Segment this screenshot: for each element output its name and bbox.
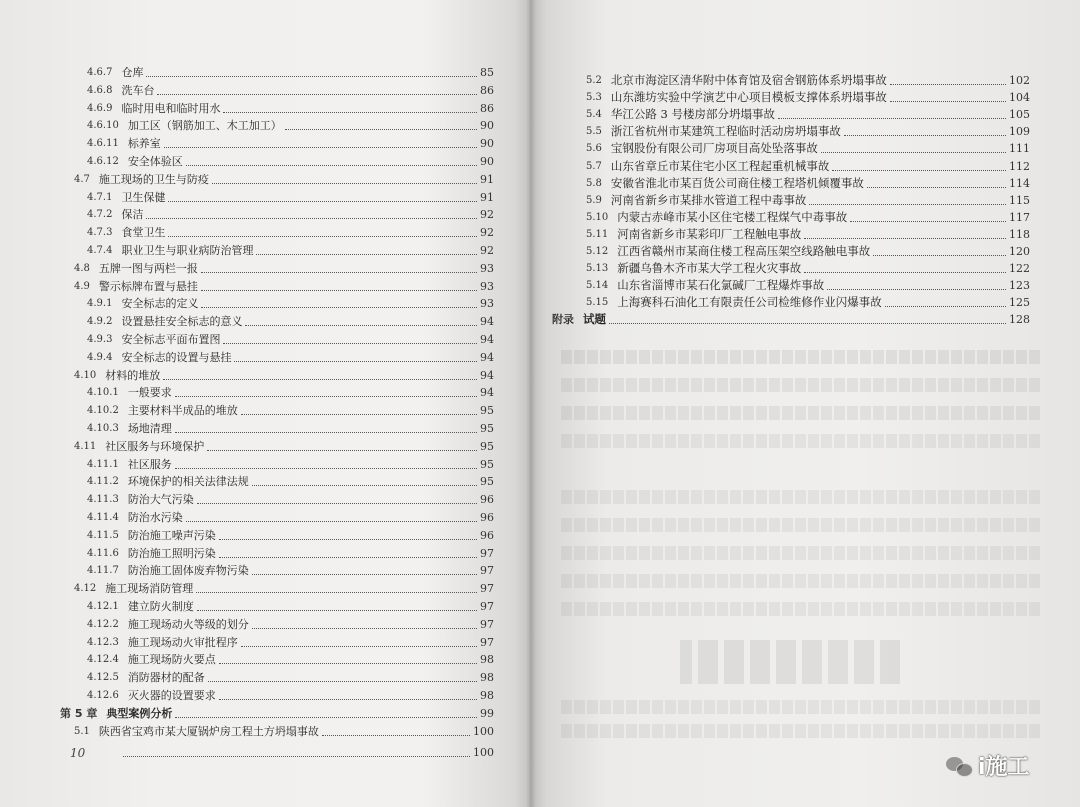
toc-entry-title: 山东省章丘市某住宅小区工程起重机械事故 [610, 158, 830, 173]
dot-leader [223, 343, 477, 344]
toc-entry-title: 陕西省宝鸡市某大厦锅炉房工程土方坍塌事故 [98, 724, 319, 738]
toc-entry-number: 4.6.9 [87, 102, 113, 114]
toc-entry [87, 295, 494, 312]
toc-entry-title: 防治施工固体废弃物污染 [127, 564, 249, 578]
toc-entry-page: 97 [480, 617, 494, 631]
toc-entry-page: 95 [480, 439, 494, 453]
toc-entry-title: 上海赛科石油化工有限责任公司检维修作业闪爆事故 [617, 295, 882, 310]
toc-entry-number: 4.12.2 [87, 618, 119, 630]
toc-entry-page: 94 [480, 368, 494, 382]
toc-right [530, 0, 1080, 807]
dot-leader [241, 414, 477, 415]
toc-entry [87, 634, 494, 651]
show-through-lines [560, 518, 1040, 532]
dot-leader [207, 450, 477, 451]
toc-entry-page: 118 [1009, 227, 1030, 241]
toc-entry-number: 5.13 [586, 263, 609, 275]
toc-entry [87, 82, 494, 99]
toc-entry-number: 第 5 章 [60, 706, 98, 720]
toc-entry-number: 4.9.1 [87, 298, 113, 310]
dot-leader [208, 681, 477, 682]
toc-entry-page: 91 [480, 172, 494, 186]
toc-entry-title: 五牌一图与两栏一报 [98, 261, 198, 275]
toc-entry-page: 96 [480, 528, 494, 542]
toc-entry-title: 材料的堆放 [105, 368, 161, 382]
toc-entry [87, 598, 494, 615]
toc-entry [87, 331, 494, 348]
toc-entry-title: 河南省新乡市某排水管道工程中毒事故 [610, 192, 807, 207]
toc-entry-number: 4.6.12 [87, 156, 119, 167]
book-gutter [526, 0, 536, 807]
dot-leader [245, 325, 477, 326]
toc-entry-number: 5.9 [586, 194, 602, 206]
dot-leader [609, 323, 1006, 324]
page-folio: 10 [70, 746, 86, 760]
dot-leader [873, 255, 1006, 256]
toc-entry-page: 102 [1009, 74, 1030, 87]
toc-entry-page: 111 [1009, 142, 1030, 156]
toc-entry-title: 河南省新乡市某彩印厂工程触电事故 [617, 226, 802, 241]
dot-leader [175, 468, 477, 469]
show-through-lines [560, 546, 1040, 560]
toc-entry [87, 153, 494, 170]
toc-entry [87, 206, 494, 223]
toc-entry-page: 97 [480, 564, 494, 578]
dot-leader [252, 485, 477, 486]
toc-entry-title: 防治施工噪声污染 [127, 528, 216, 542]
dot-leader [234, 361, 477, 362]
toc-entry-title: 洗车台 [121, 83, 155, 97]
toc-entry-page: 104 [1009, 91, 1030, 105]
toc-entry-number: 4.9 [74, 280, 90, 292]
toc-entry-page: 90 [480, 155, 494, 168]
toc-entry [87, 456, 494, 473]
dot-leader [252, 628, 477, 629]
toc-entry [87, 562, 494, 579]
toc-entry-title: 保洁 [121, 208, 144, 222]
toc-entry-number: 4.7.1 [87, 191, 113, 203]
dot-leader [867, 187, 1006, 188]
toc-left [0, 0, 530, 807]
toc-entry-page: 125 [1009, 296, 1030, 310]
show-through-lines [560, 602, 1040, 616]
toc-entry [586, 158, 1030, 175]
dot-leader [197, 610, 477, 611]
dot-leader [252, 574, 477, 575]
toc-entry-title: 社区服务 [127, 457, 172, 471]
toc-entry-page: 122 [1009, 262, 1030, 276]
toc-entry [552, 311, 1030, 328]
toc-entry-title: 社区服务与环境保护 [105, 439, 205, 453]
toc-entry-number: 4.10.1 [87, 387, 119, 399]
toc-entry-number: 4.6.10 [87, 120, 119, 132]
toc-entry-number: 4.10.3 [87, 423, 119, 434]
toc-entry-page: 98 [480, 671, 494, 685]
toc-entry-title: 仓库 [121, 66, 144, 79]
show-through-lines [560, 574, 1040, 588]
toc-entry-number: 5.5 [586, 126, 602, 138]
dot-leader [196, 592, 477, 593]
dot-leader [201, 290, 477, 291]
toc-entry-number: 5.2 [586, 75, 602, 86]
toc-entry [87, 491, 494, 508]
toc-entry-title: 安徽省淮北市某百货公司商住楼工程塔机倾覆事故 [610, 175, 864, 190]
toc-entry-page: 90 [480, 119, 494, 133]
toc-entry-page: 97 [480, 635, 494, 649]
toc-entry-page: 115 [1009, 193, 1030, 207]
toc-entry [87, 651, 494, 668]
toc-entry-number: 4.11.2 [87, 476, 119, 488]
toc-entry-page: 96 [480, 493, 494, 507]
dot-leader [186, 521, 477, 522]
toc-entry [586, 175, 1030, 192]
toc-entry-number: 5.4 [586, 109, 602, 121]
toc-entry [74, 438, 494, 455]
toc-entry [87, 473, 494, 490]
toc-entry [87, 100, 494, 117]
dot-leader [844, 135, 1006, 136]
toc-entry [87, 189, 494, 206]
dot-leader [890, 84, 1006, 85]
dot-leader [890, 101, 1006, 102]
dot-leader [809, 204, 1006, 205]
toc-entry-title: 加工区（钢筋加工、木工加工） [127, 119, 282, 133]
toc-entry-number: 4.11.3 [87, 494, 119, 506]
toc-entry [586, 260, 1030, 277]
dot-leader [123, 756, 470, 757]
toc-entry-number: 5.12 [586, 246, 609, 257]
toc-entry [87, 313, 494, 330]
toc-entry [87, 669, 494, 686]
toc-entry-page: 95 [480, 404, 494, 418]
toc-entry-title: 防治施工照明污染 [127, 546, 216, 560]
dot-leader [219, 663, 477, 664]
dot-leader [223, 112, 477, 113]
right-page [530, 0, 1080, 807]
dot-leader [241, 646, 477, 647]
toc-entry-number: 4.11.1 [87, 458, 119, 470]
toc-entry-number: 4.7.4 [87, 245, 113, 256]
toc-entry-title: 职业卫生与职业病防治管理 [121, 244, 254, 257]
toc-entry [87, 527, 494, 544]
toc-entry-page: 98 [480, 653, 494, 667]
toc-entry-page: 117 [1009, 210, 1030, 224]
toc-entry-number: 4.9.4 [87, 351, 113, 363]
toc-entry-title: 设置悬挂安全标志的意义 [121, 315, 243, 329]
toc-entry [60, 705, 494, 722]
toc-entry [586, 209, 1030, 226]
toc-entry [586, 277, 1030, 294]
toc-entry-title: 安全标志的定义 [121, 297, 199, 311]
toc-entry-page: 99 [480, 706, 494, 720]
dot-leader [219, 699, 477, 700]
dot-leader [804, 272, 1006, 273]
dot-leader [146, 76, 477, 77]
toc-entry [87, 135, 494, 152]
dot-leader [256, 254, 477, 255]
toc-entry-page: 97 [480, 582, 494, 596]
toc-entry-page: 92 [480, 244, 494, 257]
toc-entry-title: 施工现场消防管理 [105, 582, 194, 596]
toc-entry-title: 卫生保健 [121, 190, 166, 204]
dot-leader [197, 503, 477, 504]
toc-entry [586, 192, 1030, 209]
toc-entry-number: 4.6.11 [87, 138, 119, 150]
toc-entry-number: 5.7 [586, 160, 602, 172]
left-page [0, 0, 530, 807]
toc-entry-page: 109 [1009, 125, 1030, 139]
toc-entry-page: 100 [473, 746, 494, 759]
toc-entry-title: 山东潍坊实验中学演艺中心项目模板支撑体系坍塌事故 [610, 90, 887, 105]
toc-entry-page: 128 [1009, 313, 1030, 327]
toc-entry-title: 施工现场动火审批程序 [127, 635, 238, 649]
dot-leader [322, 735, 470, 736]
toc-entry-number: 4.9.2 [87, 316, 113, 328]
dot-leader [212, 183, 477, 184]
toc-entry-page: 93 [480, 297, 494, 311]
toc-entry-title: 浙江省杭州市某建筑工程临时活动房坍塌事故 [610, 124, 841, 139]
toc-entry [586, 294, 1030, 311]
show-through-lines [560, 724, 1040, 738]
dot-leader [219, 539, 477, 540]
dot-leader [175, 396, 477, 397]
toc-entry-page: 92 [480, 208, 494, 222]
toc-entry [87, 64, 494, 81]
dot-leader [146, 218, 477, 219]
toc-entry-number: 4.11.6 [87, 547, 119, 559]
toc-entry-title: 施工现场动火等级的划分 [127, 617, 249, 631]
dot-leader [164, 147, 477, 148]
dot-leader [285, 129, 477, 130]
toc-entry-title: 防治大气污染 [127, 493, 194, 507]
toc-entry-number: 4.6.7 [87, 67, 113, 78]
toc-entry-page: 97 [480, 600, 494, 613]
watermark [946, 750, 1030, 781]
toc-entry [87, 509, 494, 526]
toc-entry-title: 场地清理 [127, 422, 172, 435]
toc-entry-title: 施工现场的卫生与防疫 [98, 172, 209, 186]
toc-entry-title: 安全体验区 [127, 155, 183, 168]
dot-leader [186, 165, 477, 166]
toc-entry-page: 85 [480, 66, 494, 79]
toc-entry-page: 90 [480, 137, 494, 151]
toc-entry-number: 5.1 [74, 725, 90, 737]
toc-entry-title: 一般要求 [127, 386, 172, 400]
toc-entry [87, 224, 494, 241]
toc-entry [87, 616, 494, 633]
toc-entry-title: 华江公路 3 号楼房部分坍塌事故 [610, 107, 776, 122]
toc-entry-title: 防治水污染 [127, 511, 183, 524]
toc-entry [74, 723, 494, 740]
toc-entry-title: 内蒙古赤峰市某小区住宅楼工程煤气中毒事故 [617, 209, 848, 224]
toc-entry-number: 4.11 [74, 440, 97, 452]
toc-entry-page: 91 [480, 190, 494, 204]
toc-entry-page: 94 [480, 315, 494, 329]
toc-entry-number: 4.6.8 [87, 84, 113, 96]
toc-entry-title: 北京市海淀区清华附中体育馆及宿舍钢筋体系坍塌事故 [610, 73, 887, 87]
show-through-lines [560, 434, 1040, 448]
toc-entry [74, 260, 494, 277]
toc-entry-page: 114 [1009, 176, 1030, 190]
toc-entry [87, 402, 494, 419]
watermark-text: i施工 [978, 755, 1030, 780]
toc-entry-number: 4.12 [74, 583, 97, 595]
toc-entry-title: 典型案例分析 [106, 706, 173, 720]
toc-entry-page: 86 [480, 83, 494, 97]
dot-leader [832, 170, 1006, 171]
toc-entry-number: 4.7 [74, 173, 90, 185]
toc-entry-page: 93 [480, 261, 494, 275]
dot-leader [885, 306, 1006, 307]
toc-entry-title: 标养室 [127, 137, 161, 151]
toc-entry [87, 545, 494, 562]
dot-leader [201, 272, 477, 273]
toc-entry-continuation [120, 744, 494, 761]
toc-entry-number: 4.8 [74, 262, 90, 274]
toc-entry-page: 112 [1009, 159, 1030, 173]
toc-entry-title: 江西省赣州市某商住楼工程高压架空线路触电事故 [617, 244, 871, 258]
toc-entry-number: 4.12.1 [87, 601, 119, 612]
toc-entry [586, 123, 1030, 140]
toc-entry-page: 105 [1009, 108, 1030, 122]
toc-entry-title: 环境保护的相关法律法规 [127, 475, 249, 489]
toc-entry-number: 5.11 [586, 228, 609, 240]
toc-entry-number: 4.12.4 [87, 654, 119, 666]
toc-entry-title: 宝钢股份有限公司厂房项目高处坠落事故 [610, 141, 818, 156]
toc-entry-page: 97 [480, 546, 494, 560]
toc-entry-page: 98 [480, 689, 494, 702]
toc-entry [74, 580, 494, 597]
toc-entry-number: 4.11.5 [87, 529, 119, 541]
toc-entry [586, 140, 1030, 157]
toc-entry-number: 5.3 [586, 92, 602, 104]
toc-entry-number: 5.15 [586, 297, 609, 309]
dot-leader [827, 289, 1006, 290]
toc-entry [586, 106, 1030, 123]
show-through-lines [560, 700, 1040, 714]
dot-leader [168, 236, 477, 237]
toc-entry [87, 349, 494, 366]
toc-entry-number: 4.9.3 [87, 334, 113, 345]
toc-entry-title: 安全标志的设置与悬挂 [121, 350, 232, 364]
toc-entry-page: 95 [480, 457, 494, 471]
toc-entry-title: 山东省淄博市某石化氯碱厂工程爆炸事故 [617, 278, 825, 293]
toc-entry [87, 242, 494, 259]
dot-leader [175, 717, 477, 718]
toc-entry-page: 94 [480, 350, 494, 364]
toc-entry-page: 120 [1009, 245, 1030, 258]
toc-entry [74, 171, 494, 188]
toc-entry [74, 278, 494, 295]
toc-entry-title: 食堂卫生 [121, 226, 166, 240]
toc-entry-number: 4.11.7 [87, 565, 119, 577]
toc-entry [586, 243, 1030, 260]
toc-entry-title: 灭火器的设置要求 [127, 689, 216, 702]
show-through-lines [560, 350, 1040, 364]
toc-entry-number: 4.12.5 [87, 672, 119, 684]
toc-entry [87, 384, 494, 401]
toc-entry [586, 89, 1030, 106]
toc-entry-number: 4.12.6 [87, 690, 119, 701]
toc-entry-title: 施工现场防火要点 [127, 653, 216, 667]
toc-entry-title: 新疆乌鲁木齐市某大学工程火灾事故 [617, 261, 802, 276]
toc-entry-number: 5.6 [586, 143, 602, 155]
dot-leader [804, 238, 1006, 239]
toc-entry-title: 建立防火制度 [127, 600, 194, 613]
toc-entry-page: 96 [480, 511, 494, 524]
toc-entry [87, 117, 494, 134]
dot-leader [821, 152, 1006, 153]
dot-leader [157, 94, 477, 95]
toc-entry [586, 226, 1030, 243]
toc-entry-page: 100 [473, 724, 494, 738]
toc-entry-number: 5.14 [586, 280, 609, 292]
show-through-lines [560, 378, 1040, 392]
dot-leader [778, 118, 1006, 119]
toc-entry-title: 安全标志平面布置图 [121, 333, 221, 346]
toc-entry [87, 687, 494, 704]
toc-entry-title: 主要材料半成品的堆放 [127, 404, 238, 418]
dot-leader [168, 201, 477, 202]
dot-leader [850, 221, 1006, 222]
toc-entry-page: 94 [480, 386, 494, 400]
toc-entry-number: 4.10.2 [87, 405, 119, 417]
toc-entry [87, 420, 494, 437]
dot-leader [219, 557, 477, 558]
toc-entry-title: 试题 [583, 312, 606, 327]
toc-entry-number: 4.7.3 [87, 227, 113, 239]
toc-entry-page: 92 [480, 226, 494, 240]
toc-entry-title: 警示标牌布置与悬挂 [98, 279, 198, 293]
dot-leader [163, 379, 477, 380]
toc-entry [74, 367, 494, 384]
toc-entry-number: 4.10 [74, 369, 97, 381]
toc-entry-title: 消防器材的配备 [127, 671, 205, 685]
wechat-icon [946, 755, 972, 777]
toc-entry-page: 95 [480, 475, 494, 489]
toc-entry-number: 4.12.3 [87, 636, 119, 648]
dot-leader [175, 432, 477, 433]
toc-entry [586, 72, 1030, 89]
toc-entry-page: 123 [1009, 279, 1030, 293]
toc-entry-page: 86 [480, 101, 494, 115]
toc-entry-number: 4.7.2 [87, 209, 113, 221]
toc-entry-number: 4.11.4 [87, 512, 119, 523]
toc-entry-page: 95 [480, 422, 494, 435]
show-through-lines [560, 490, 1040, 504]
toc-entry-page: 93 [480, 279, 494, 293]
toc-entry-number: 附录 [552, 313, 574, 327]
toc-entry-title: 临时用电和临时用水 [121, 101, 221, 115]
dot-leader [201, 307, 477, 308]
show-through-lines [560, 406, 1040, 420]
show-through-heading [680, 640, 900, 684]
toc-entry-number: 5.8 [586, 177, 602, 189]
toc-entry-number: 5.10 [586, 211, 609, 223]
toc-entry-page: 94 [480, 333, 494, 346]
